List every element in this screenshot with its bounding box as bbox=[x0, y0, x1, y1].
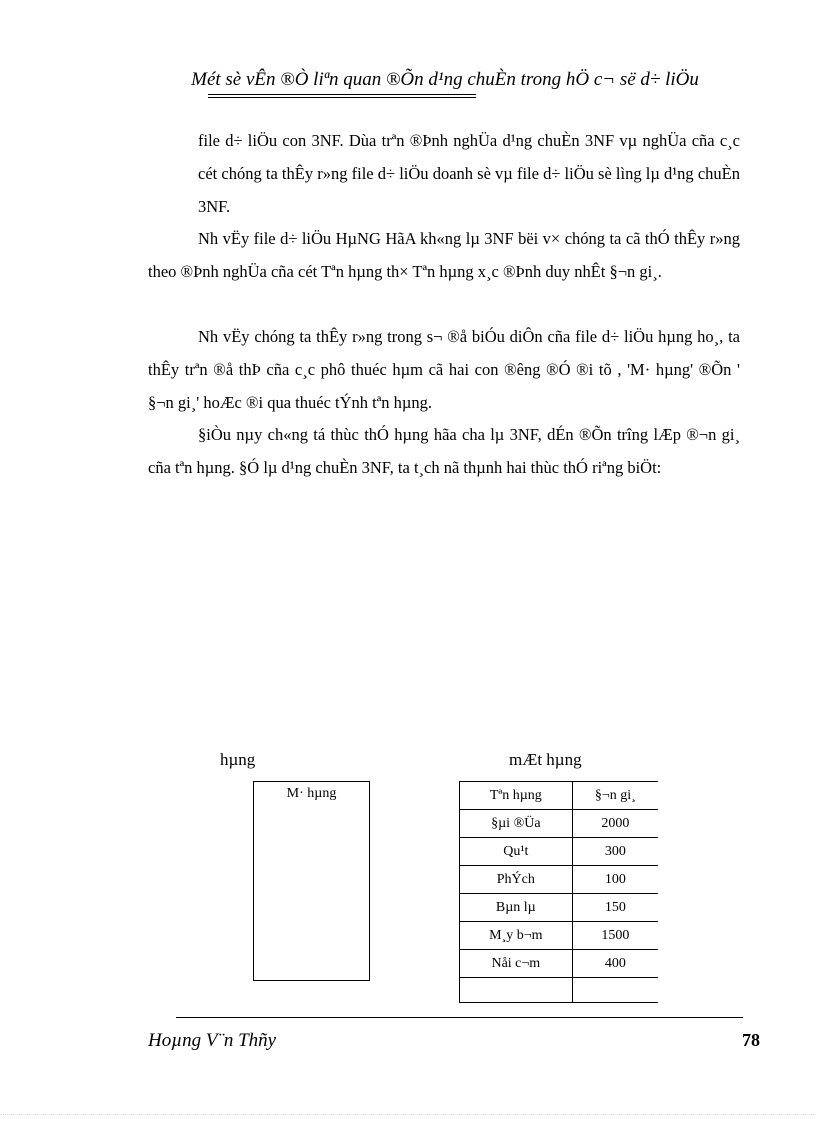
price-table bbox=[459, 781, 658, 1003]
table-header-row bbox=[460, 782, 659, 810]
table-cell: 400 bbox=[572, 950, 658, 978]
page-bottom-border bbox=[0, 1114, 816, 1115]
footer-author: Hoµng V¨n Thñy bbox=[148, 1030, 277, 1051]
table-cell: Bµn lµ bbox=[460, 894, 573, 922]
table-row bbox=[460, 922, 659, 950]
table-cell: 1500 bbox=[572, 922, 658, 950]
table-cell: Nåi c¬m bbox=[460, 950, 573, 978]
table-cell bbox=[572, 978, 658, 1003]
entity-label-hang: hµng bbox=[220, 750, 256, 769]
table-cell: PhÝch bbox=[460, 866, 573, 894]
table-cell: M¸y b¬m bbox=[460, 922, 573, 950]
paragraph-text: Nh vËy file d÷ liÖu HµNG HãA kh«ng lµ 3NF bëi v× chóng ta cã thÓ thÊy r»ng theo ®Þnh nghÜa cña cét Tªn hµng th× Tªn hµng x¸c ®Þnh duy nhÊt §¬n gi¸. bbox=[148, 229, 740, 281]
footer-rule bbox=[176, 1017, 743, 1018]
table-row-empty bbox=[460, 978, 659, 1003]
paragraph-2 bbox=[148, 222, 740, 288]
entity-label-mat-hang: mÆt hµng bbox=[509, 750, 582, 769]
paragraph-4 bbox=[148, 418, 740, 484]
paragraph-text: Nh vËy chóng ta thÊy r»ng trong s¬ ®å biÓu diÔn cña file d÷ liÖu hµng ho¸, ta thÊy trªn ®å thÞ cña c¸c phô thuéc hµm cã hai con ®êng ®Ó ®i tõ , 'M· hµng' ®Õn ' §¬n gi¸' hoÆc ®i qua thuéc tÝnh tªn hµng. bbox=[148, 327, 740, 412]
entity-box-header: M· hµng bbox=[286, 786, 337, 801]
table-cell: 300 bbox=[572, 838, 658, 866]
table-row bbox=[460, 950, 659, 978]
header-double-rule bbox=[208, 94, 476, 98]
page-number: 78 bbox=[742, 1030, 760, 1050]
table-row bbox=[460, 810, 659, 838]
paragraph-text: §iÒu nµy ch«ng tá thùc thÓ hµng hãa cha lµ 3NF, dÉn ®Õn trîng lÆp ®¬n gi¸ cña tªn hµng. §Ó lµ d¹ng chuÈn 3NF, ta t¸ch nã thµnh hai thùc thÓ riªng biÖt: bbox=[148, 425, 740, 477]
paragraph-text: file d÷ liÖu con 3NF. Dùa trªn ®Þnh nghÜa d¹ng chuÈn 3NF vµ nghÜa cña c¸c cét chóng ta thÊy r»ng file d÷ liÖu doanh sè vµ file d÷ liÖu sè lìng lµ d¹ng chuÈn 3NF. bbox=[198, 131, 740, 216]
table-row bbox=[460, 866, 659, 894]
table-cell: §µi ®Üa bbox=[460, 810, 573, 838]
table-row bbox=[460, 838, 659, 866]
table-header-cell: Tªn hµng bbox=[460, 782, 573, 810]
table-row bbox=[460, 894, 659, 922]
table-cell: 100 bbox=[572, 866, 658, 894]
table-cell: 150 bbox=[572, 894, 658, 922]
table-cell: Qu¹t bbox=[460, 838, 573, 866]
table-header-cell: §¬n gi¸ bbox=[572, 782, 658, 810]
table-cell: 2000 bbox=[572, 810, 658, 838]
paragraph-3 bbox=[148, 320, 740, 419]
page-header-title: Mét sè vÊn ®Ò liªn quan ®Õn d¹ng chuÈn trong hÖ c¬ së d÷ liÖu bbox=[191, 69, 699, 90]
table-cell bbox=[460, 978, 573, 1003]
paragraph-1 bbox=[198, 124, 740, 223]
entity-box-hang bbox=[253, 781, 370, 981]
